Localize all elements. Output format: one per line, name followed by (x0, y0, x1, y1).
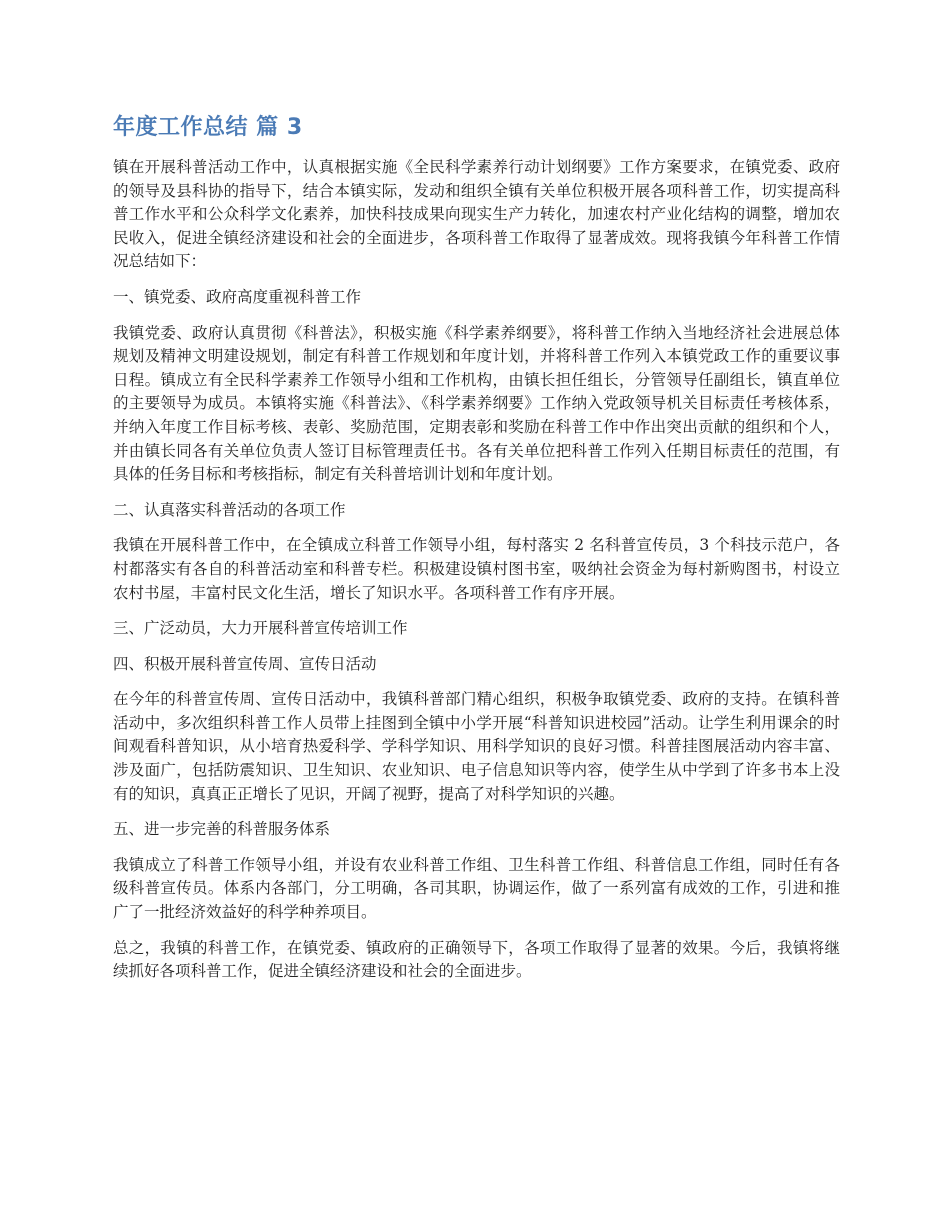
document-title: 年度工作总结 篇 3 (113, 115, 303, 140)
section-heading-1: 一、镇党委、政府高度重视科普工作 (113, 287, 362, 306)
section-body-5: 我镇成立了科普工作领导小组，并设有农业科普工作组、卫生科普工作组、科普信息工作组，同时任有各级科普宣传员。体系内各部门，分工明确，各司其职，协调运作，做了一系列富有成效的工作，引进和推广了一批经济效益好的科学种养项目。 (113, 855, 840, 922)
section-heading-5: 五、进一步完善的科普服务体系 (113, 820, 331, 839)
section-body-4: 在今年的科普宣传周、宣传日活动中，我镇科普部门精心组织，积极争取镇党委、政府的支持。在镇科普活动中，多次组织科普工作人员带上挂图到全镇中小学开展“科普知识进校园”活动。让学生利用课余的时间观看科普知识，从小培育热爱科学、学科学知识、用科学知识的良好习惯。科普挂图展活动内容丰富、涉及面广，包括防震知识、卫生知识、农业知识、电子信息知识等内容，使学生从中学到了许多书本上没有的知识，真真正正增长了见识，开阔了视野，提高了对科学知识的兴趣。 (113, 690, 840, 803)
section-heading-2: 二、认真落实科普活动的各项工作 (113, 500, 346, 519)
section-heading-4: 四、积极开展科普宣传周、宣传日活动 (113, 654, 377, 673)
intro-paragraph: 镇在开展科普活动工作中，认真根据实施《全民科学素养行动计划纲要》工作方案要求，在镇党委、政府的领导及县科协的指导下，结合本镇实际，发动和组织全镇有关单位积极开展各项科普工作，切实提高科普工作水平和公众科学文化素养，加快科技成果向现实生产力转化，加速农村产业化结构的调整，增加农民收入，促进全镇经济建设和社会的全面进步，各项科普工作取得了显著成效。现将我镇今年科普工作情况总结如下： (113, 158, 840, 271)
conclusion-paragraph: 总之，我镇的科普工作，在镇党委、镇政府的正确领导下，各项工作取得了显著的效果。今后，我镇将继续抓好各项科普工作，促进全镇经济建设和社会的全面进步。 (113, 938, 840, 981)
section-body-1: 我镇党委、政府认真贯彻《科普法》，积极实施《科学素养纲要》，将科普工作纳入当地经济社会进展总体规划及精神文明建设规划，制定有科普工作规划和年度计划，并将科普工作列入本镇党政工作的重要议事日程。镇成立有全民科学素养工作领导小组和工作机构，由镇长担任组长，分管领导任副组长，镇直单位的主要领导为成员。本镇将实施《科普法》、《科学素养纲要》工作纳入党政领导机关目标责任考核体系，并纳入年度工作目标考核、表彰、奖励范围，定期表彰和奖励在科普工作中作出突出贡献的组织和个人，并由镇长同各有关单位负责人签订目标管理责任书。各有关单位把科普工作列入任期目标责任的范围，有具体的任务目标和考核指标，制定有关科普培训计划和年度计划。 (113, 323, 840, 484)
document-page (113, 112, 840, 996)
section-heading-3: 三、广泛动员，大力开展科普宣传培训工作 (113, 619, 408, 638)
section-body-2: 我镇在开展科普工作中，在全镇成立科普工作领导小组，每村落实 2 名科普宣传员，3 个科技示范户，各村都落实有各自的科普活动室和科普专栏。积极建设镇村图书室，吸纳社会资金为每村新购图书，村设立农村书屋，丰富村民文化生活，增长了知识水平。各项科普工作有序开展。 (113, 536, 840, 602)
